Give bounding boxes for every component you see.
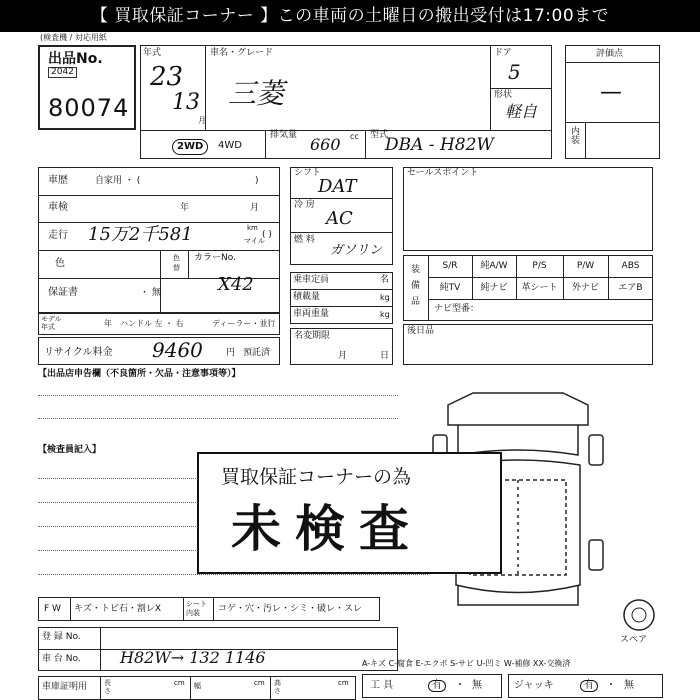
warranty-value: ・ 無 [140,288,161,298]
jack-yes: 有 [580,680,598,692]
chassis-label: 車 台 No. [42,654,81,664]
color-sub: 色替 [173,254,180,272]
equip-abs: ABS [621,261,640,271]
drive-4wd: 4WD [218,140,242,151]
drive-2wd: 2WD [172,139,208,155]
inspection-month: 月 [250,203,260,213]
inspection-label: 車検 [48,202,68,213]
stamp-line2: 未検査 [231,500,423,558]
legend-text1: キズ・トビ石・割レX [74,604,161,614]
interior-label: 内装 [569,126,579,144]
navi-model-label: ナビ型番： [434,304,480,314]
cert-height: 高さ [274,679,281,695]
recycle-label: リサイクル料金 [44,347,113,358]
load-label: 積載量 [293,292,321,302]
postscript-label: 後日品 [407,326,435,336]
model-year-year: 年 [104,319,112,328]
tools-dot: ・ [455,680,465,691]
stamp-line1: 買取保証コーナーの為 [221,466,412,488]
weight-unit: kg [380,310,390,319]
mileage-label: 走行 [48,230,68,241]
legend-fw: F W [44,604,61,614]
equip-leather: 革シート [521,283,558,293]
history-value: 自家用 ・ ( [95,176,141,186]
year-month: 13 [172,90,200,115]
cert-length: 長さ [104,679,111,695]
postscript-box [403,324,653,365]
year-month-unit: 月 [198,116,206,125]
model-year-label: モデル年式 [41,315,62,331]
shift-value: DAT [318,176,357,197]
ac-label: 冷 房 [294,200,315,210]
name-value: 三菱 [228,77,285,110]
equip-airbag: エアB [618,283,643,293]
banner: 【 買取保証コーナー 】この車両の土曜日の搬出受付は17:00まで [0,0,700,32]
model-value: DBA - H82W [385,135,494,155]
shape-label: 形状 [494,90,513,100]
equip-navi: 純ナビ [480,283,508,293]
sales-point-box [403,167,653,251]
displacement-unit: cc [350,132,359,141]
shape-value: 軽自 [505,102,538,121]
spare-tire-icon [622,598,656,632]
history-close: ) [255,176,259,186]
score-value: — [600,80,622,105]
equip-pw: P/W [576,261,595,271]
dealer-option: ディーラー・並行 [212,319,276,328]
equipment-label: 装備品 [411,265,421,307]
year-label: 年式 [143,48,162,58]
deadline-label: 名変期限 [294,331,331,341]
color-label: 色 [55,258,65,269]
capacity-label: 乗車定員 [293,275,330,285]
mileage-paren: ( ) [262,230,272,240]
displacement-value: 660 [310,135,341,154]
jack-label: ジャッキ [514,680,554,691]
cert-cm2: cm [254,679,265,687]
equip-ps: P/S [532,261,547,271]
history-label: 車歴 [48,175,68,186]
jack-dot: ・ [606,680,616,691]
doors-value: 5 [508,60,521,84]
load-unit: kg [380,293,390,302]
tools-label: 工 具 [370,680,394,691]
sheet-title: (検査機 / 対応用紙 [40,33,107,42]
warranty-label: 保証書 [48,287,78,298]
mileage-unit-km: km [247,224,258,232]
name-label: 車名・グレード [210,48,274,58]
jack-no: 無 [624,680,634,691]
cert-cm3: cm [338,679,349,687]
legend-seat: シート内装 [186,600,207,617]
doors-label: ドア [494,48,512,58]
tools-no: 無 [472,680,482,691]
sales-point-label: セールスポイント [407,168,479,178]
year-value: 23 [150,62,184,92]
recycle-value: 9460 [152,338,203,362]
lot-label: 出品No. [48,51,103,67]
weight-label: 車両重量 [293,309,330,319]
color-no-label: カラーNo. [194,253,236,263]
recycle-unit: 円 [226,348,236,358]
fuel-value: ガソリン [330,243,383,258]
spare-label: スペア [620,635,648,645]
cert-width: 幅 [194,682,201,690]
chassis-value: H82W→ 132 1146 [120,648,266,667]
cert-cm1: cm [174,679,185,687]
score-label: 評価点 [596,49,624,59]
ac-value: AC [326,208,353,229]
equip-ext-navi: 外ナビ [571,283,599,293]
lot-number: 80074 [48,94,130,122]
fuel-label: 燃 料 [294,235,315,245]
damage-codes: A-キズ C-腐食 E-エクボ S-サビ U-凹ミ W-補修 XX-交換済 [362,659,571,668]
registration-label: 登 録 No. [42,632,81,642]
model-label: 型式 [370,130,389,140]
equip-aw: 純A/W [480,261,508,271]
shift-label: シフト [294,168,322,178]
cert-label: 車庫証明用 [42,682,88,692]
mileage-unit-mile: マイル [244,237,265,245]
legend-text2: コゲ・穴・汚レ・シミ・破レ・スレ [218,604,363,614]
deadline-day: 日 [380,351,390,361]
displacement-label: 排気量 [270,130,298,140]
lot-small: 2042 [48,67,77,78]
color-no-value: X42 [218,274,254,295]
handle-option: ハンドル 左 ・ 右 [120,319,184,328]
recycle-note: 預託済 [243,348,271,358]
seller-note-label: 【出品店申告欄（不良箇所・欠品・注意事項等）】 [38,369,241,379]
mileage-value: 15万2千581 [88,224,193,245]
equip-sr: S/R [442,261,458,271]
not-inspected-stamp [197,452,502,574]
inspector-note-label: 【検査員記入】 [38,445,102,455]
inspection-year: 年 [180,203,190,213]
capacity-unit: 名 [380,275,390,285]
deadline-month: 月 [338,351,348,361]
tools-yes: 有 [428,680,446,692]
equip-tv: 純TV [439,283,461,293]
